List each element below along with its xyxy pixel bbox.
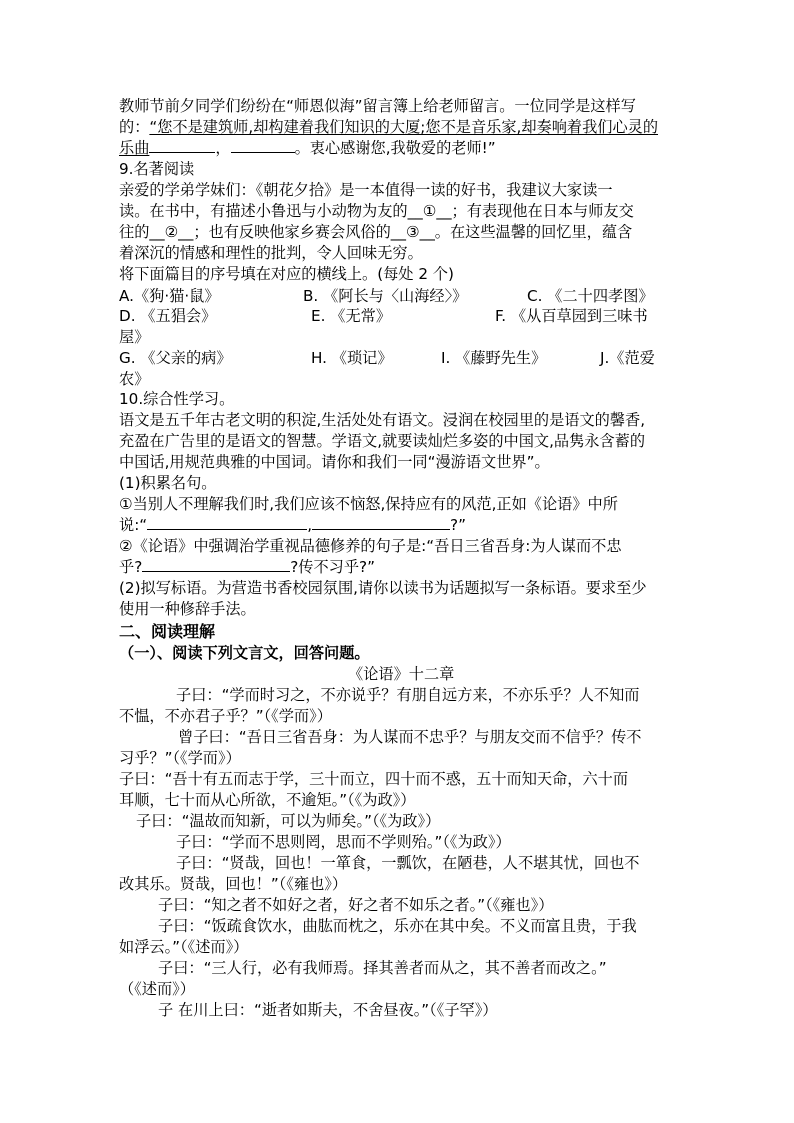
q10-s1-mid: , <box>307 516 313 534</box>
option-a: A.《狗·猫·鼠》 <box>119 287 220 305</box>
q9-instruction: 将下面篇目的序号填在对应的横线上。(每处 2 个) <box>119 265 454 283</box>
q10-s1-line1: ①当别人不理解我们时,我们应该不恼怒,保持应有的风范,正如《论语》中所 <box>119 495 618 513</box>
q10-para-3: 中国话,用规范典雅的中国词。请你和我们一同“漫游语文世界”。 <box>119 453 550 471</box>
passage-line: 子曰：“饭疏食饮水，曲肱而枕之，乐亦在其中矣。不义而富且贵，于我 <box>158 917 637 935</box>
passage-line: 子曰：“三人行，必有我师焉。择其善者而从之，其不善者而改之。” <box>158 959 607 977</box>
passage-line: 习乎？”（《学而》） <box>119 749 241 767</box>
option-f: F. 《从百草园到三味书 <box>495 307 648 325</box>
q8-line3-prefix: 乐曲 <box>119 139 150 157</box>
passage-line: 不愠，不亦君子乎？”（《学而》） <box>119 707 332 725</box>
q10-title: 10.综合性学习。 <box>119 390 235 408</box>
passage-line: 子曰：“知之者不如好之者，好之者不如乐之者。”（《雍也》） <box>158 896 554 914</box>
q10-sub1-title: (1)积累名句。 <box>119 474 217 492</box>
option-c: C. 《二十四孝图》 <box>527 287 654 305</box>
q8-line3-suffix: 。衷心感谢您,我敬爱的老师!” <box>294 139 496 157</box>
q8-line3-sep: ， <box>215 139 231 157</box>
q9-para-2: 读。在书中，有描述小鲁迅与小动物为友的__①__；有表现他在日本与师友交 <box>119 202 634 220</box>
q8-quote: “您不是建筑师,却构建着我们知识的大厦;您不是音乐家,却奏响着我们心灵的 <box>149 118 659 136</box>
q8-line2 <box>119 117 658 138</box>
passage-line: 如浮云。”（《述而》） <box>119 938 249 956</box>
q10-s2-prefix: 乎? <box>119 558 143 576</box>
passage-line: 子曰：“学而时习之，不亦说乎？有朋自远方来，不亦乐乎？人不知而 <box>176 686 640 704</box>
part-heading: （一）、阅读下列文言文，回答问题。 <box>119 644 370 662</box>
option-g: G. 《父亲的病》 <box>119 349 232 367</box>
q9-para-4: 着深沉的情感和理性的批判，令人回味无穷。 <box>119 244 423 262</box>
passage-line: （《述而》） <box>119 980 195 998</box>
q10-s1-line2 <box>119 515 466 536</box>
q10-para-1: 语文是五千年古老文明的积淀,生活处处有语文。浸润在校园里的是语文的馨香, <box>119 411 646 429</box>
option-j-cont: 农》 <box>119 370 150 388</box>
q8-blank-2[interactable] <box>231 138 295 153</box>
q10-s1-blank-1[interactable] <box>147 515 307 530</box>
q9-para-3: 往的__②__；也有反映他家乡赛会风俗的__③__。在这些温馨的回忆里，蕴含 <box>119 223 633 241</box>
option-e: E. 《无常》 <box>311 307 392 325</box>
q10-s2-line1: ②《论语》中强调治学重视品德修养的句子是:“吾日三省吾身:为人谋而不忠 <box>119 537 622 555</box>
passage-line: 曾子曰：“吾日三省吾身：为人谋而不忠乎？与朋友交而不信乎？传不 <box>178 728 642 746</box>
option-j: J.《范爱 <box>600 349 655 367</box>
option-f-cont: 屋》 <box>119 328 150 346</box>
passage-line: 改其乐。贤哉，回也！”（《雍也》） <box>119 875 348 893</box>
option-i: I. 《藤野先生》 <box>441 349 547 367</box>
q10-s2-blank[interactable] <box>142 557 290 572</box>
q8-line2-prefix: 的： <box>119 118 150 136</box>
option-d: D. 《五猖会》 <box>119 307 217 325</box>
passage-line: 子曰：“贤哉，回也！一箪食，一瓢饮，在陋巷，人不堪其忧，回也不 <box>176 854 640 872</box>
q10-sub2-line2: 使用一种修辞手法。 <box>119 600 256 618</box>
q10-s1-suffix: ?” <box>450 516 466 534</box>
q9-para-1: 亲爱的学弟学妹们：《朝花夕拾》是一本值得一读的好书，我建议大家读一 <box>119 181 613 199</box>
section-heading: 二、阅读理解 <box>119 622 216 641</box>
option-h: H. 《琐记》 <box>311 349 393 367</box>
q10-para-2: 充盈在广告里的是语文的智慧。学语文,就要读灿烂多姿的中国文,品隽永含蓄的 <box>119 432 646 450</box>
passage-line: 子曰：“学而不思则罔，思而不学则殆。”（《为政》） <box>176 833 511 851</box>
q10-s2-line2 <box>119 557 375 578</box>
q10-s2-suffix: ?传不习乎?” <box>290 558 375 576</box>
q8-blank-1[interactable] <box>149 138 215 153</box>
passage-line: 子曰：“温故而知新，可以为师矣。”（《为政》） <box>136 812 441 830</box>
q10-s1-prefix: 说:“ <box>119 516 148 534</box>
passage-title: 《论语》十二章 <box>348 665 455 683</box>
q8-line3 <box>119 138 496 159</box>
q10-s1-blank-2[interactable] <box>312 515 450 530</box>
q9-title: 9.名著阅读 <box>119 160 195 178</box>
q10-sub2-line1: (2)拟写标语。为营造书香校园氛围,请你以读书为话题拟写一条标语。要求至少 <box>119 579 647 597</box>
passage-line: 子曰：“吾十有五而志于学，三十而立，四十而不惑，五十而知天命，六十而 <box>119 770 629 788</box>
q8-line1: 教师节前夕同学们纷纷在“师恩似海”留言簿上给老师留言。一位同学是这样写 <box>119 97 636 115</box>
option-b: B. 《阿长与〈山海经〉》 <box>303 287 468 305</box>
passage-line: 子 在川上曰：“逝者如斯夫，不舍昼夜。”（《子罕》） <box>158 1001 498 1019</box>
passage-line: 耳顺，七十而从心所欲，不逾矩。”（《为政》） <box>119 791 416 809</box>
